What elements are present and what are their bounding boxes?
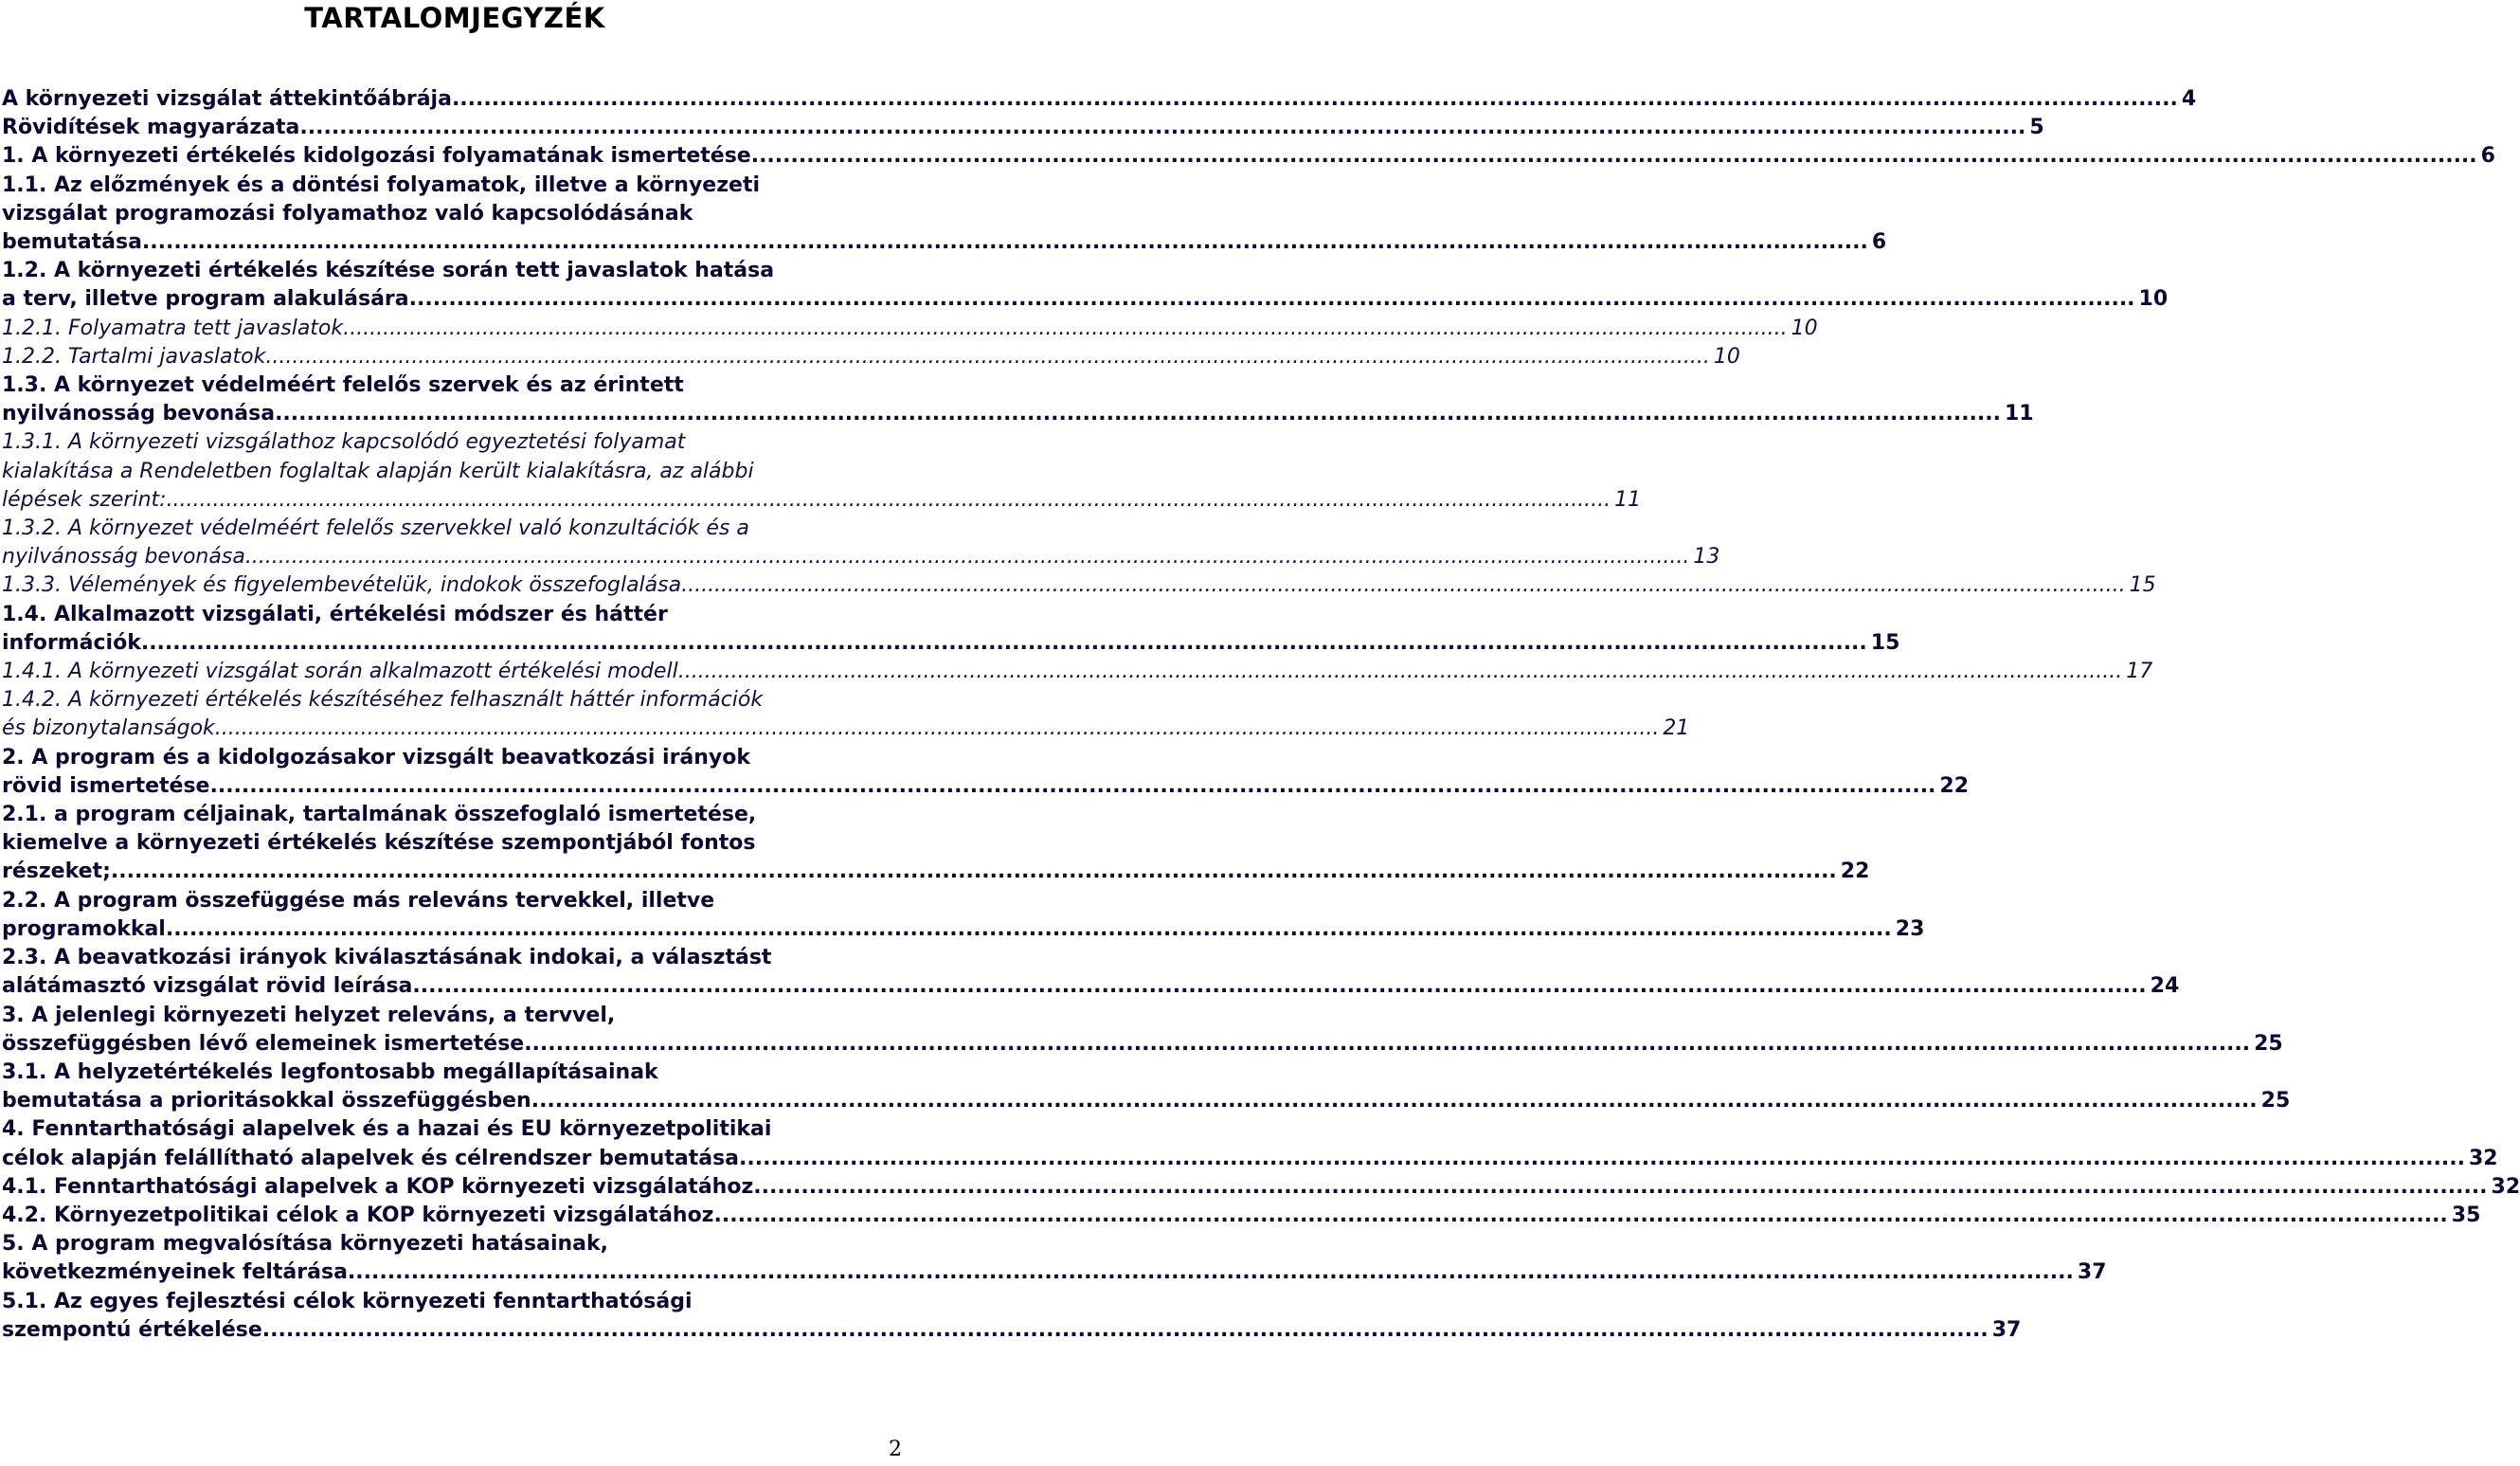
dot-leader bbox=[265, 343, 1710, 371]
toc-entry-line: 1.3. A környezet védelméért felelős szervek és az érintett bbox=[2, 373, 684, 398]
toc-entry-lastline bbox=[2, 629, 1900, 658]
page-title: TARTALOMJEGYZÉK bbox=[304, 2, 605, 34]
toc-entry-title: nyilvánosság bevonása bbox=[2, 402, 276, 426]
dot-leader bbox=[678, 658, 2123, 686]
toc-entry-title: a terv, illetve program alakulására bbox=[2, 287, 409, 312]
toc-entry-title: nyilvánosság bevonása bbox=[2, 545, 245, 570]
dot-leader bbox=[111, 858, 1837, 886]
toc-entry-page: 11 bbox=[1614, 487, 1642, 512]
dot-leader bbox=[209, 772, 1935, 801]
toc-entry-lastline bbox=[2, 972, 2180, 1001]
toc-entry-lastline bbox=[2, 571, 2156, 600]
toc-entry[interactable] bbox=[2, 428, 1642, 515]
toc-entry-title: szempontú értékelése bbox=[2, 1317, 262, 1342]
toc-entry-line: kialakítása a Rendeletben foglaltak alapján került kialakításra, az alábbi bbox=[2, 459, 754, 483]
dot-leader bbox=[141, 629, 1867, 658]
toc-entry-title: célok alapján felállítható alapelvek és célrendszer bemutatása bbox=[2, 1146, 740, 1170]
toc-entry[interactable] bbox=[2, 257, 2169, 314]
toc-entry-page: 6 bbox=[2480, 144, 2495, 169]
table-of-contents bbox=[2, 85, 2520, 1345]
toc-entry[interactable] bbox=[2, 1202, 2481, 1230]
toc-entry[interactable] bbox=[2, 1059, 2291, 1115]
toc-entry-lastline bbox=[2, 343, 1740, 371]
toc-entry-page: 32 bbox=[2491, 1174, 2520, 1199]
toc-entry-page: 17 bbox=[2126, 660, 2153, 684]
dot-leader bbox=[215, 715, 1660, 743]
dot-leader bbox=[452, 85, 2178, 114]
toc-entry-line: kiemelve a környezeti értékelés készítése szempontjából fontos bbox=[2, 831, 756, 856]
toc-entry[interactable] bbox=[2, 515, 1720, 571]
toc-entry-page: 25 bbox=[2260, 1089, 2291, 1113]
toc-entry-page: 35 bbox=[2451, 1203, 2481, 1227]
toc-entry-page: 10 bbox=[2138, 287, 2169, 312]
toc-entry-page: 13 bbox=[1693, 545, 1720, 570]
toc-entry[interactable] bbox=[2, 114, 2044, 142]
dot-leader bbox=[524, 1030, 2250, 1059]
toc-entry-page: 22 bbox=[1840, 860, 1870, 884]
dot-leader bbox=[762, 1173, 2488, 1202]
toc-entry[interactable] bbox=[2, 371, 2034, 428]
page-number: 2 bbox=[889, 1438, 902, 1461]
toc-entry-title: Rövidítések magyarázata bbox=[2, 116, 300, 140]
toc-entry-page: 21 bbox=[1663, 716, 1690, 741]
toc-entry-lastline bbox=[2, 858, 1870, 886]
dot-leader bbox=[681, 571, 2126, 600]
toc-entry[interactable] bbox=[2, 1002, 2283, 1059]
toc-entry-lastline bbox=[2, 1258, 2107, 1287]
toc-entry-title: lépések szerint: bbox=[2, 487, 167, 512]
dot-leader bbox=[167, 486, 1611, 515]
toc-entry-page: 25 bbox=[2254, 1031, 2283, 1056]
toc-entry-title: A környezeti vizsgálat áttekintőábrája bbox=[2, 87, 452, 111]
dot-leader bbox=[722, 1202, 2448, 1230]
toc-entry-title: rövid ismertetése bbox=[2, 773, 210, 798]
toc-entry[interactable] bbox=[2, 85, 2197, 114]
dot-leader bbox=[409, 285, 2135, 314]
toc-entry-page: 32 bbox=[2468, 1146, 2498, 1170]
toc-entry-line: 5.1. Az egyes fejlesztési célok környezeti fenntarthatósági bbox=[2, 1289, 693, 1313]
dot-leader bbox=[142, 228, 1868, 257]
toc-entry-line: vizsgálat programozási folyamathoz való kapcsolódásának bbox=[2, 201, 693, 226]
toc-entry-lastline bbox=[2, 114, 2044, 142]
toc-entry-page: 37 bbox=[1991, 1317, 2022, 1342]
toc-entry-page: 4 bbox=[2181, 87, 2197, 111]
toc-entry[interactable] bbox=[2, 172, 1887, 258]
toc-entry-line: 1.3.2. A környezet védelméért felelős szervekkel való konzultációk és a bbox=[2, 516, 749, 541]
toc-entry[interactable] bbox=[2, 686, 1690, 743]
dot-leader bbox=[343, 315, 1788, 343]
toc-entry-page: 5 bbox=[2029, 116, 2044, 140]
toc-entry-title: 4.1. Fenntarthatósági alapelvek a KOP környezeti vizsgálatához. bbox=[2, 1174, 762, 1199]
dot-leader bbox=[166, 915, 1892, 944]
toc-entry[interactable] bbox=[2, 343, 1740, 371]
toc-entry-title: bemutatása a prioritásokkal összefüggésben bbox=[2, 1089, 531, 1113]
toc-entry-line: 3.1. A helyzetértékelés legfontosabb megállapításainak bbox=[2, 1059, 658, 1084]
toc-entry[interactable] bbox=[2, 571, 2156, 600]
toc-entry-title: 1.4.1. A környezeti vizsgálat során alkalmazott értékelési modell bbox=[2, 660, 678, 684]
toc-entry-title: összefüggésben lévő elemeinek ismertetése bbox=[2, 1031, 525, 1056]
toc-entry-line: 2.2. A program összefüggése más releváns tervekkel, illetve bbox=[2, 888, 715, 913]
toc-entry-line: 1.2. A környezeti értékelés készítése során tett javaslatok hatása bbox=[2, 259, 775, 283]
toc-entry-lastline bbox=[2, 315, 1818, 343]
toc-entry[interactable] bbox=[2, 744, 1970, 801]
toc-entry-lastline bbox=[2, 285, 2169, 314]
toc-entry-lastline bbox=[2, 543, 1720, 571]
toc-entry-title: részeket; bbox=[2, 860, 111, 884]
toc-entry-page: 22 bbox=[1939, 773, 1970, 798]
toc-entry[interactable] bbox=[2, 887, 1925, 944]
toc-entry-line: 2.3. A beavatkozási irányok kiválasztásának indokai, a választást bbox=[2, 946, 772, 970]
toc-entry[interactable] bbox=[2, 601, 1900, 658]
toc-entry-lastline bbox=[2, 400, 2034, 428]
toc-entry[interactable] bbox=[2, 1115, 2498, 1172]
toc-entry-line: 5. A program megvalósítása környezeti hatásainak, bbox=[2, 1232, 608, 1257]
toc-entry[interactable] bbox=[2, 1173, 2520, 1202]
toc-entry-lastline bbox=[2, 142, 2495, 171]
toc-entry-line: 1.4.2. A környezeti értékelés készítéséhez felhasznált háttér információk bbox=[2, 688, 764, 713]
toc-entry[interactable] bbox=[2, 1230, 2107, 1287]
toc-entry-lastline bbox=[2, 85, 2197, 114]
toc-entry-page: 37 bbox=[2077, 1260, 2107, 1285]
toc-entry-lastline bbox=[2, 715, 1690, 743]
toc-entry-page: 6 bbox=[1871, 230, 1887, 255]
dot-leader bbox=[739, 1145, 2465, 1173]
toc-entry-title: 1.2.2. Tartalmi javaslatok bbox=[2, 344, 266, 369]
toc-entry-page: 23 bbox=[1895, 916, 1925, 941]
toc-entry[interactable] bbox=[2, 658, 2153, 686]
toc-entry-lastline bbox=[2, 1316, 2022, 1345]
dot-leader bbox=[262, 1316, 1989, 1345]
toc-entry-page: 10 bbox=[1791, 316, 1818, 340]
toc-entry-lastline bbox=[2, 486, 1642, 515]
toc-entry-page: 10 bbox=[1713, 344, 1740, 369]
toc-entry-lastline bbox=[2, 915, 1925, 944]
toc-entry-line: 4. Fenntarthatósági alapelvek és a hazai és EU környezetpolitikai bbox=[2, 1117, 772, 1142]
toc-entry-lastline bbox=[2, 1030, 2283, 1059]
toc-entry-title: 1.3.3. Vélemények és figyelembevételük, indokok összefoglalása bbox=[2, 573, 682, 598]
dot-leader bbox=[421, 972, 2147, 1001]
toc-entry-page: 15 bbox=[2129, 573, 2156, 598]
dot-leader bbox=[531, 1087, 2258, 1115]
toc-entry-page: 15 bbox=[1870, 630, 1900, 655]
toc-entry[interactable] bbox=[2, 1288, 2022, 1345]
toc-entry[interactable] bbox=[2, 315, 1818, 343]
toc-entry-lastline bbox=[2, 1173, 2520, 1202]
toc-entry-line: 1.1. Az előzmények és a döntési folyamatok, illetve a környezeti bbox=[2, 172, 761, 197]
toc-entry-lastline bbox=[2, 772, 1970, 801]
toc-entry-lastline bbox=[2, 1145, 2498, 1173]
toc-entry-title: programokkal bbox=[2, 916, 166, 941]
toc-entry[interactable] bbox=[2, 142, 2495, 171]
toc-entry-lastline bbox=[2, 658, 2153, 686]
toc-entry-lastline bbox=[2, 1202, 2481, 1230]
toc-entry-title: és bizonytalanságok bbox=[2, 716, 215, 741]
toc-entry-page: 24 bbox=[2150, 974, 2180, 999]
toc-entry-page: 11 bbox=[2004, 402, 2034, 426]
toc-entry-lastline bbox=[2, 228, 1887, 257]
toc-entry-lastline bbox=[2, 1087, 2291, 1115]
toc-entry[interactable] bbox=[2, 944, 2180, 1001]
toc-entry-line: 2. A program és a kidolgozásakor vizsgált beavatkozási irányok bbox=[2, 745, 751, 769]
dot-leader bbox=[751, 142, 2477, 171]
toc-entry-line: 1.3.1. A környezeti vizsgálathoz kapcsolódó egyeztetési folyamat bbox=[2, 430, 686, 455]
toc-entry-title: bemutatása bbox=[2, 230, 142, 255]
dot-leader bbox=[275, 400, 2001, 428]
dot-leader bbox=[348, 1258, 2074, 1287]
toc-entry-title: következményeinek feltárása bbox=[2, 1260, 348, 1285]
toc-entry-title: információk bbox=[2, 630, 141, 655]
toc-entry-title: 4.2. Környezetpolitikai célok a KOP környezeti vizsgálatához. bbox=[2, 1203, 722, 1227]
toc-entry-title: alátámasztó vizsgálat rövid leírása. bbox=[2, 974, 421, 999]
toc-entry-title: 1. A környezeti értékelés kidolgozási folyamatának ismertetése bbox=[2, 144, 751, 169]
toc-entry-title: 1.2.1. Folyamatra tett javaslatok bbox=[2, 316, 344, 340]
dot-leader bbox=[299, 114, 2025, 142]
toc-entry-line: 1.4. Alkalmazott vizsgálati, értékelési módszer és háttér bbox=[2, 602, 668, 626]
toc-entry-line: 2.1. a program céljainak, tartalmának összefoglaló ismertetése, bbox=[2, 803, 757, 827]
dot-leader bbox=[245, 543, 1690, 571]
toc-entry-line: 3. A jelenlegi környezeti helyzet releváns, a tervvel, bbox=[2, 1003, 616, 1027]
toc-entry[interactable] bbox=[2, 801, 1870, 887]
